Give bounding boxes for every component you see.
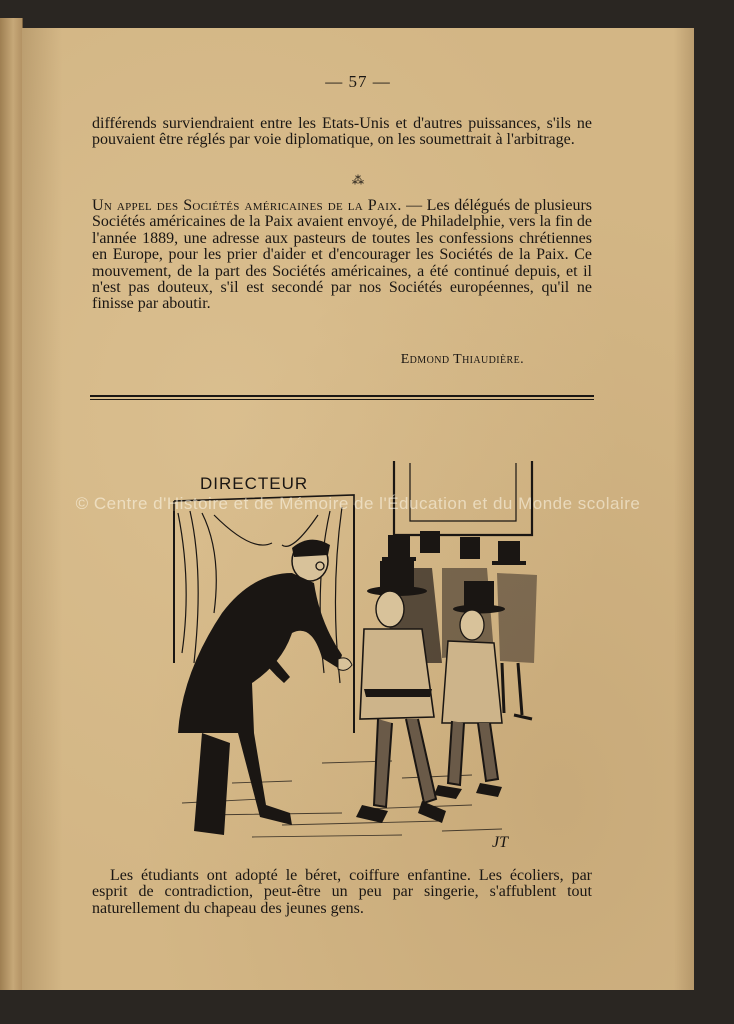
director-figure (178, 540, 352, 835)
archive-watermark: © Centre d'Histoire et de Mémoire de l'Éducation et du Monde scolaire (75, 494, 641, 513)
door-sign-text: DIRECTEUR (200, 474, 309, 493)
illustration-caption (92, 868, 592, 917)
section-body: — Les délégués de plusieurs Sociétés américaines de la Paix avaient envoyé, de Philadelphie, vers la fin de l'année 1889, une adresse aux pasteurs de toutes les confessions chrétiennes en Europe, pour les prier d'aider et d'encourager les Sociétés de la Paix. Ce mouvement, de la part des Sociétés américaines, a été continué depuis, et il n'est pas douteux, s'il est secondé par nos Sociétés européennes, qu'il ne finisse par aboutir. (92, 197, 592, 313)
previous-page-edge (0, 18, 23, 990)
double-rule-divider (90, 395, 594, 400)
section-paragraph (92, 198, 592, 313)
caption-text: Les étudiants ont adopté le béret, coiffure enfantine. Les écoliers, par esprit de contradiction, peut-être un peu par singerie, s'affublent tout naturellement du chapeau des jeunes gens. (92, 867, 592, 917)
artist-monogram: JT (492, 834, 508, 848)
section-separator-asterism (22, 173, 694, 187)
section-heading: Un appel des Sociétés américaines de la Paix. (92, 197, 402, 214)
page-number: — 57 — (325, 72, 391, 91)
paragraph-continuation: différends surviendraient entre les Etats-Unis et d'autres puissances, s'ils ne pouvaient être réglés par voie diplomatique, on les soumettrait à l'arbitrage. (92, 115, 592, 149)
book-page (22, 28, 694, 990)
author-signature: Edmond Thiaudière. (400, 352, 524, 367)
asterism-glyph: ⁂ (352, 173, 364, 187)
